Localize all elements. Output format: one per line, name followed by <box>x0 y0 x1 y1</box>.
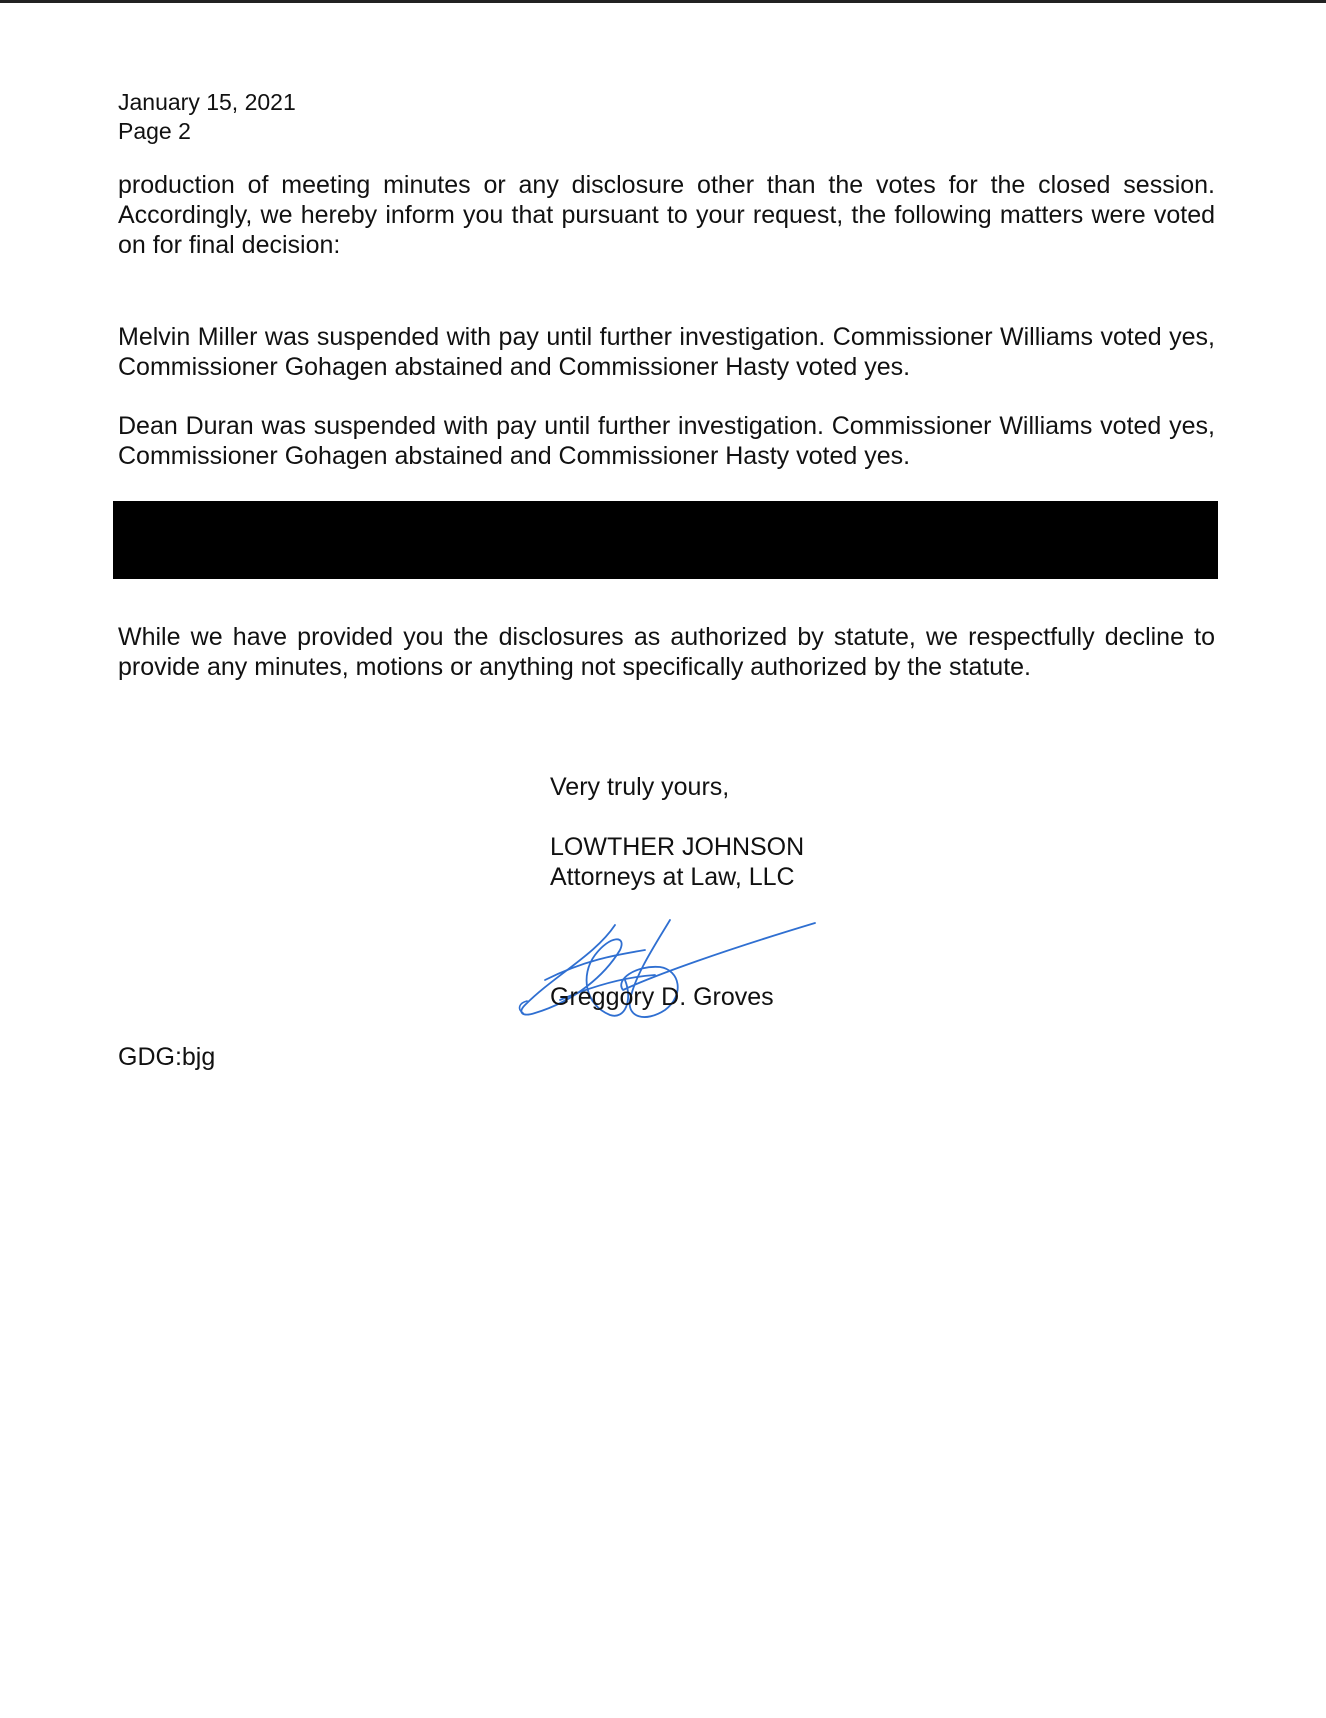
letter-date: January 15, 2021 <box>118 89 296 115</box>
intro-paragraph: production of meeting minutes or any disclosure other than the votes for the closed session. Accordingly, we hereby inform you that pursuant to your request, the following matters were voted on for final decision: <box>118 171 1215 259</box>
page-number: Page 2 <box>118 118 191 144</box>
reference-initials: GDG:bjg <box>118 1043 216 1071</box>
closing-salutation: Very truly yours, <box>550 773 730 801</box>
page-header <box>118 88 296 146</box>
redaction-bar <box>113 501 1218 579</box>
firm-name: LOWTHER JOHNSON <box>550 833 805 861</box>
signer-name: Greggory D. Groves <box>550 983 774 1011</box>
duran-vote-paragraph: Dean Duran was suspended with pay until further investigation. Commissioner Williams voted yes, Commissioner Gohagen abstained and Commissioner Hasty voted yes. <box>118 412 1215 470</box>
decline-paragraph: While we have provided you the disclosures as authorized by statute, we respectfully decline to provide any minutes, motions or anything not specifically authorized by the statute. <box>118 623 1215 681</box>
firm-block <box>550 832 804 892</box>
firm-subtitle: Attorneys at Law, LLC <box>550 863 795 891</box>
miller-vote-paragraph: Melvin Miller was suspended with pay until further investigation. Commissioner Williams voted yes, Commissioner Gohagen abstained and Commissioner Hasty voted yes. <box>118 323 1215 381</box>
